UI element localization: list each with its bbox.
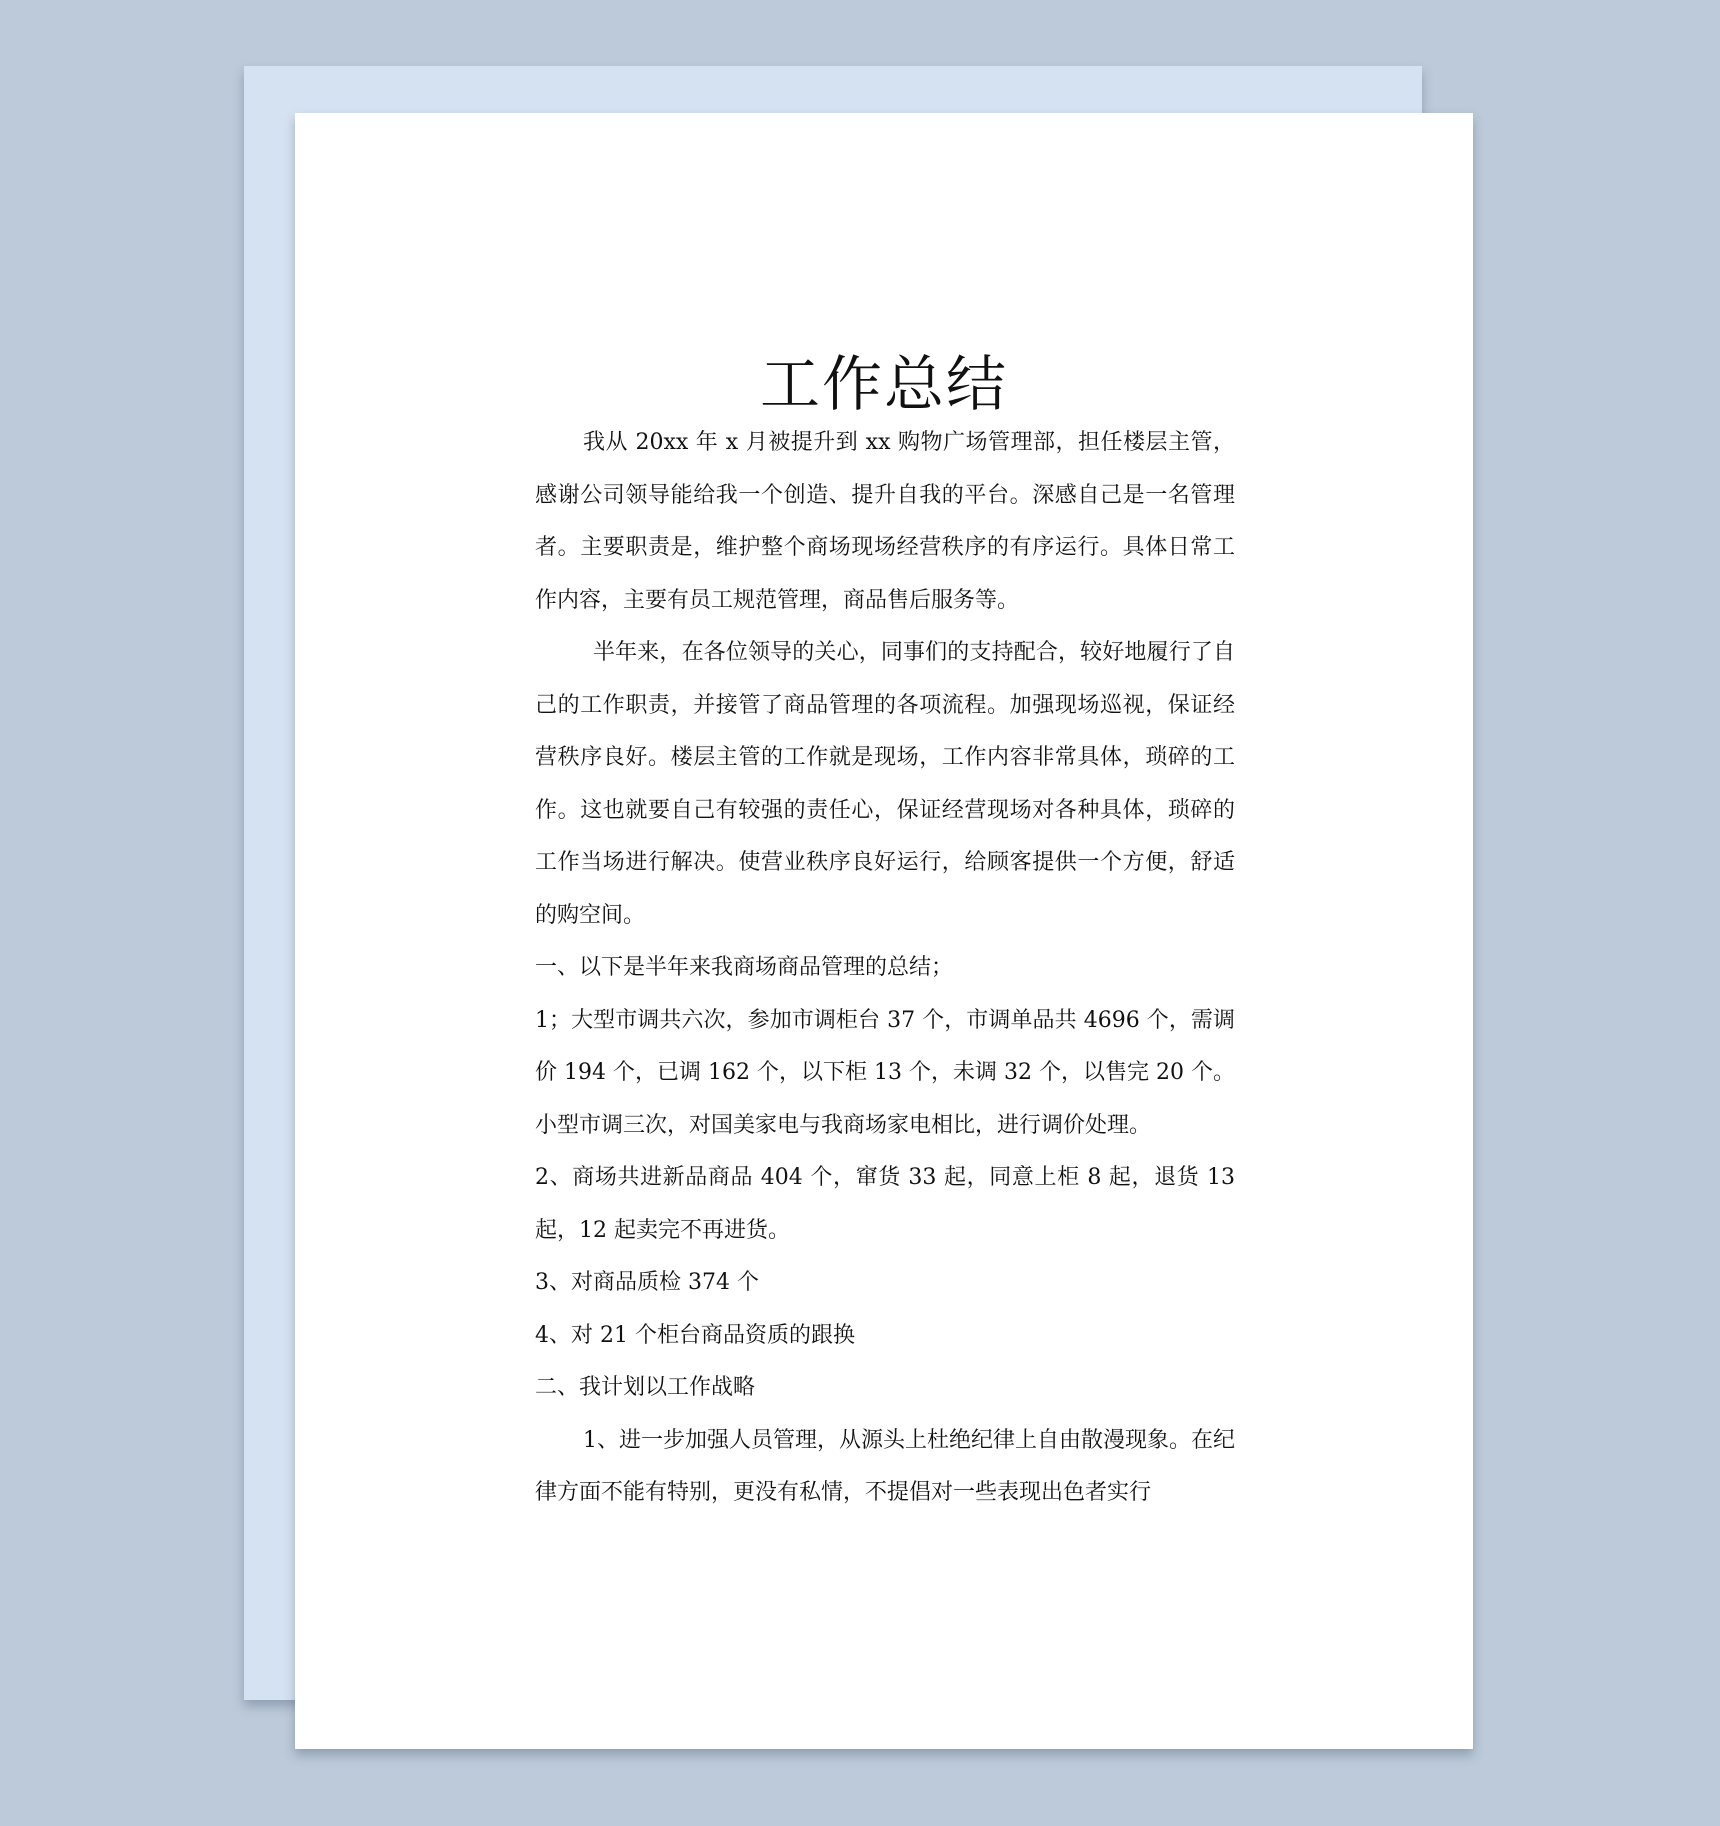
document-title: 工作总结	[760, 350, 1008, 420]
document-page	[295, 113, 1473, 1749]
section-heading-summary: 一、以下是半年来我商场商品管理的总结；	[535, 955, 954, 980]
list-item-qualification: 4、对 21 个柜台商品资质的跟换	[535, 1322, 855, 1348]
list-item-new-products: 2、商场共进新品商品 404 个，窜货 33 起，同意上柜 8 起，退货 13 起，12 起卖完不再进货。	[535, 1165, 1235, 1243]
paragraph-half-year: 半年来，在各位领导的关心，同事们的支持配合，较好地履行了自己的工作职责，并接管了商品管理的各项流程。加强现场巡视，保证经营秩序良好。楼层主管的工作就是现场，工作内容非常具体，琐碎的工作。这也就要自己有较强的责任心，保证经营现场对各种具体，琐碎的工作当场进行解决。使营业秩序良好运行，给顾客提供一个方便，舒适的购空间。	[535, 640, 1235, 928]
list-item-quality-check: 3、对商品质检 374 个	[535, 1270, 759, 1295]
section-heading-plan: 二、我计划以工作战略	[535, 1375, 756, 1400]
list-item-staff-management: 1、进一步加强人员管理，从源头上杜绝纪律上自由散漫现象。在纪律方面不能有特别，更没有私情，不提倡对一些表现出色者实行	[535, 1427, 1235, 1505]
paragraph-intro: 我从 20xx 年 x 月被提升到 xx 购物广场管理部，担任楼层主管，感谢公司领导能给我一个创造、提升自我的平台。深感自己是一名管理者。主要职责是，维护整个商场现场经营秩序的有序运行。具体日常工作内容，主要有员工规范管理，商品售后服务等。	[535, 430, 1235, 613]
document-body	[535, 417, 1235, 1520]
list-item-market-survey: 1；大型市调共六次，参加市调柜台 37 个，市调单品共 4696 个，需调价 194 个，已调 162 个，以下柜 13 个，未调 32 个，以售完 20 个。小型市调三次，对国美家电与我商场家电相比，进行调价处理。	[535, 1007, 1235, 1138]
